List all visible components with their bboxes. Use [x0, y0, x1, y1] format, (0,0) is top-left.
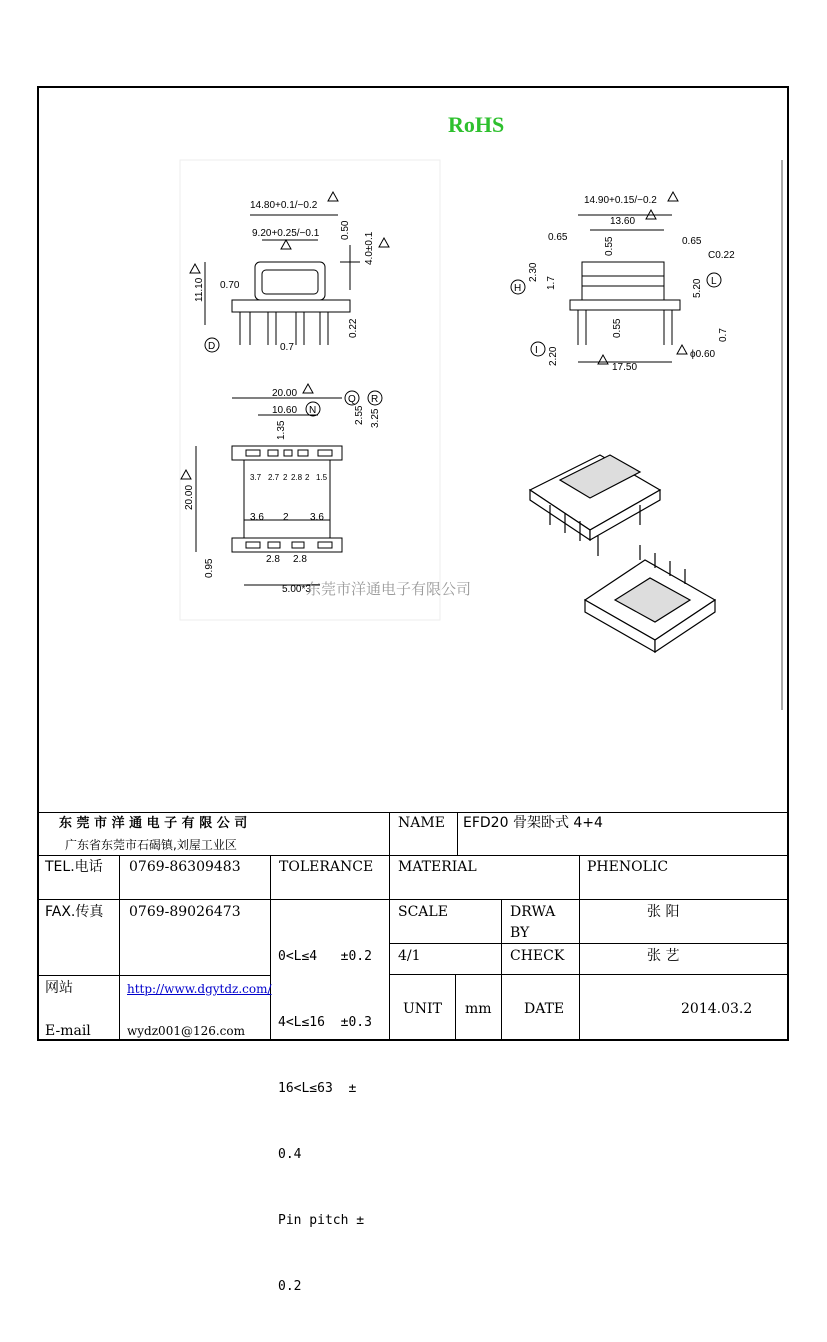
dim-c0-22: C0.22: [708, 250, 735, 261]
dim-3-6-left: 3.6: [250, 512, 264, 523]
material-value: PHENOLIC: [587, 859, 669, 875]
dim-0-22: 0.22: [348, 318, 359, 338]
drawn-by-label-2: BY: [510, 925, 530, 941]
name-label: NAME: [398, 815, 445, 831]
tolerance-line: 0.4: [278, 1147, 302, 1162]
marker-i: I: [535, 345, 538, 356]
dim-phi-0-60: ϕ0.60: [690, 349, 716, 360]
unit-value: mm: [465, 1001, 492, 1017]
title-block: [37, 812, 789, 1294]
dim-0-65-right: 0.65: [682, 236, 702, 247]
dim-2-8-top: 2.8: [291, 473, 303, 482]
dim-2-55: 2.55: [354, 405, 365, 425]
front-view: [190, 192, 389, 352]
date-label: DATE: [524, 1001, 565, 1017]
bottom-view-labels: [184, 388, 381, 595]
dim-2-a: 2: [283, 473, 288, 482]
dim-20-00-side: 20.00: [184, 484, 195, 510]
email-value: wydz001@126.com: [127, 1024, 246, 1038]
dim-1-7: 1.7: [546, 276, 557, 290]
marker-r: R: [371, 394, 379, 405]
dim-0-55-top: 0.55: [604, 236, 615, 256]
company-name: 东 莞 市 洋 通 电 子 有 限 公 司: [59, 816, 248, 831]
tolerance-line: 16<L≤63 ±: [278, 1081, 357, 1096]
dim-0-65-left: 0.65: [548, 232, 568, 243]
email-label: E-mail: [45, 1023, 91, 1039]
dim-10-60: 10.60: [272, 405, 298, 416]
drawn-by-label-1: DRWA: [510, 904, 556, 920]
front-view-labels: [194, 200, 375, 353]
dim-11-10: 11.10: [194, 277, 205, 302]
dim-9-20: 9.20+0.25/−0.1: [252, 228, 320, 239]
material-label: MATERIAL: [398, 859, 477, 875]
tel-value: 0769-86309483: [129, 859, 241, 875]
tel-label: TEL.电话: [45, 859, 103, 875]
dim-17-50: 17.50: [612, 362, 638, 373]
dim-2-b: 2: [305, 473, 310, 482]
dim-0-70: 0.70: [220, 280, 240, 291]
dim-14-80: 14.80+0.1/−0.2: [250, 200, 318, 211]
website-label: 网站: [45, 980, 73, 996]
tolerance-line: 0<L≤4 ±0.2: [278, 949, 372, 964]
dim-2-mid: 2: [283, 512, 289, 523]
drawn-by-value: 张 阳: [647, 904, 680, 920]
dim-3-25: 3.25: [370, 408, 381, 428]
watermark: 东莞市洋通电子有限公司: [306, 580, 472, 598]
marker-l: L: [711, 276, 717, 287]
company-address: 广东省东莞市石碣镇,刘屋工业区: [65, 838, 237, 852]
dim-3-6-right: 3.6: [310, 512, 324, 523]
marker-q: Q: [348, 394, 356, 405]
check-label: CHECK: [510, 948, 565, 964]
dim-3-7: 3.7: [250, 473, 262, 482]
dim-2-30: 2.30: [528, 262, 539, 282]
dim-0-50: 0.50: [340, 220, 351, 240]
dim-2-7: 2.7: [268, 473, 280, 482]
dim-0-7: 0.7: [280, 342, 294, 353]
side-view-labels: [514, 195, 735, 373]
dim-5-00x3: 5.00*3: [282, 584, 311, 595]
isometric-view-bottom: [585, 545, 715, 652]
dim-2-20: 2.20: [548, 346, 559, 366]
tolerance-line: Pin pitch ±: [278, 1213, 365, 1228]
scale-value: 4/1: [398, 948, 421, 964]
fax-label: FAX.传真: [45, 904, 104, 920]
marker-d: D: [208, 341, 216, 352]
dim-4-0: 4.0±0.1: [364, 231, 375, 265]
dim-5-20: 5.20: [692, 278, 703, 298]
website-link[interactable]: http://www.dgytdz.com/: [127, 982, 272, 996]
tolerance-label: TOLERANCE: [279, 859, 374, 875]
dim-0-7-side: 0.7: [718, 328, 729, 342]
dim-1-5: 1.5: [316, 473, 328, 482]
fax-value: 0769-89026473: [129, 904, 241, 920]
dim-0-95: 0.95: [204, 558, 215, 578]
isometric-view-top: [530, 455, 660, 556]
dim-2-8-right: 2.8: [293, 554, 307, 565]
dim-14-90: 14.90+0.15/−0.2: [584, 195, 657, 206]
date-value: 2014.03.2: [681, 1001, 753, 1017]
rohs-label: RoHS: [448, 112, 505, 137]
name-value: EFD20 骨架卧式 4+4: [463, 815, 603, 831]
marker-n: N: [309, 405, 317, 416]
dim-0-55-bottom: 0.55: [612, 318, 623, 338]
tolerance-line: 0.2: [278, 1279, 302, 1294]
unit-label: UNIT: [403, 1001, 442, 1017]
tolerance-table: [278, 902, 372, 1342]
check-value: 张 艺: [647, 948, 680, 964]
tolerance-line: 4<L≤16 ±0.3: [278, 1015, 372, 1030]
dim-13-60: 13.60: [610, 216, 636, 227]
dim-1-35: 1.35: [276, 420, 287, 440]
scale-label: SCALE: [398, 904, 448, 920]
marker-h: H: [514, 283, 522, 294]
dim-20-00-top: 20.00: [272, 388, 298, 399]
dim-2-8-left: 2.8: [266, 554, 280, 565]
